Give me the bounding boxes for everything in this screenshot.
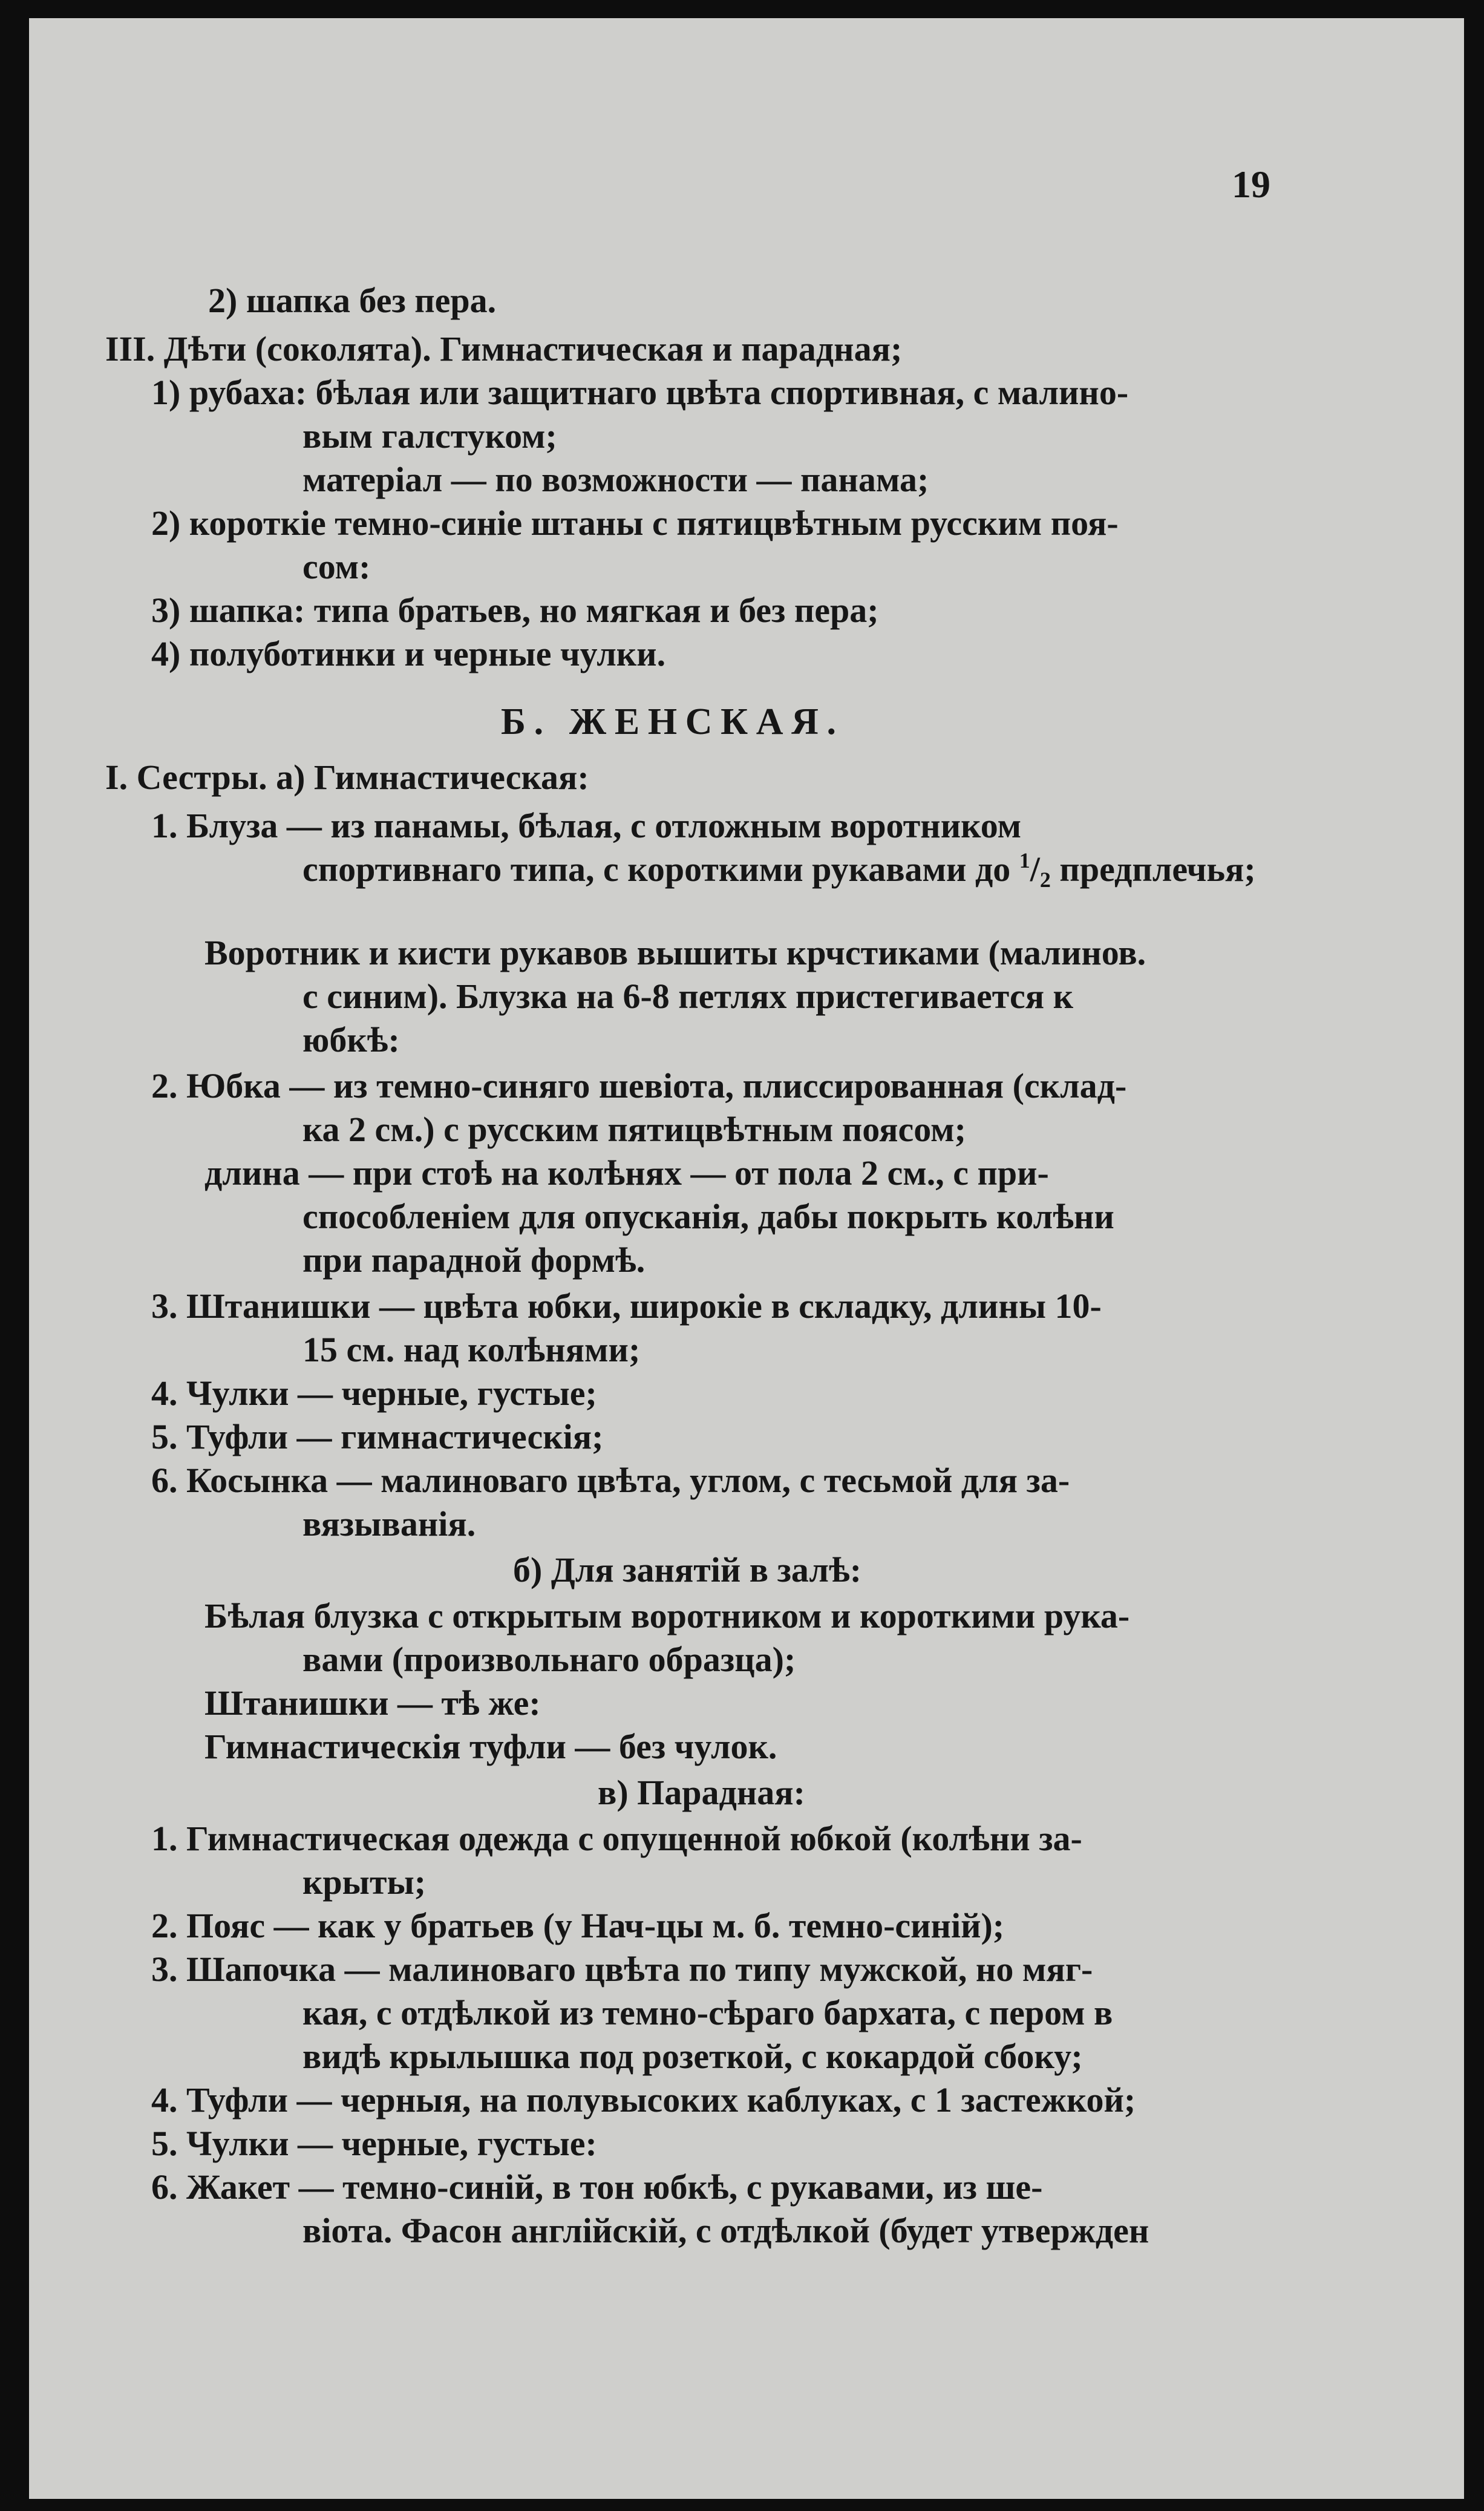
text-line: 2. Юбка — из темно-синяго шевіота, плиссированная (склад- [151, 1066, 1127, 1105]
text-line: ка 2 см.) с русским пятицвѣтным поясом; [302, 1110, 966, 1149]
text-line: 1) рубаха: бѣлая или защитнаго цвѣта спортивная, с малино- [151, 373, 1129, 412]
text-line: 6. Жакет — темно-синій, в тон юбкѣ, с рукавами, из ше- [151, 2167, 1043, 2207]
text-line: III. Дѣти (соколята). Гимнастическая и парадная; [105, 329, 903, 368]
fraction: $^1$/2 [1019, 848, 1051, 892]
text-line: вым галстуком; [302, 416, 557, 456]
text-line: вами (произвольнаго образца); [302, 1640, 796, 1679]
text-line: при парадной формѣ. [302, 1240, 646, 1280]
text-line: способленіем для опусканія, дабы покрыть колѣни [302, 1197, 1114, 1236]
text-line: 15 см. над колѣнями; [302, 1330, 641, 1369]
text-line: 3. Шапочка — малиноваго цвѣта по типу мужской, но мяг- [151, 1950, 1093, 1989]
text-line: I. Сестры. а) Гимнастическая: [105, 758, 589, 797]
text-line: Гимнастическія туфли — без чулок. [204, 1727, 777, 1766]
text-line: 2) короткіе темно-синіе штаны с пятицвѣтным русским поя- [151, 503, 1119, 543]
text-line: 1. Блуза — из панамы, бѣлая, с отложным воротником [151, 806, 1022, 845]
page-text [29, 18, 1464, 2499]
text-line: кая, с отдѣлкой из темно-сѣраго бархата, с пером в [302, 1993, 1113, 2032]
text-line: 2. Пояс — как у братьев (у Нач-цы м. б. темно-синій); [151, 1906, 1005, 1945]
text-line: 5. Чулки — черные, густые: [151, 2124, 597, 2163]
text-line: 3) шапка: типа братьев, но мягкая и без пера; [151, 591, 879, 630]
text-line: 1. Гимнастическая одежда с опущенной юбкой (колѣни за- [151, 1819, 1082, 1858]
text-line: матеріал — по возможности — панама; [302, 460, 929, 499]
text-line: 4. Чулки — черные, густые; [151, 1373, 597, 1413]
text-line: 5. Туфли — гимнастическія; [151, 1417, 604, 1456]
subsection-heading: б) Для занятій в залѣ: [513, 1550, 862, 1589]
fraction-numerator: 1 [1019, 848, 1030, 872]
text-line: крыты; [302, 1862, 427, 1902]
text-line: длина — при стоѣ на колѣнях — от пола 2 см., с при- [204, 1153, 1049, 1193]
text-fragment: предплечья; [1059, 850, 1256, 889]
text-line: віота. Фасон англійскій, с отдѣлкой (будет утвержден [302, 2211, 1149, 2250]
text-line: 4. Туфли — черныя, на полувысоких каблуках, с 1 застежкой; [151, 2080, 1136, 2120]
text-line [302, 848, 1256, 895]
subsection-heading: в) Парадная: [598, 1773, 805, 1812]
text-line: 2) шапка без пера. [208, 281, 497, 320]
text-line: сом: [302, 547, 371, 586]
text-line: с синим). Блузка на 6-8 петлях пристегивается к [302, 977, 1074, 1016]
text-line: Штанишки — тѣ же: [204, 1683, 541, 1723]
fraction-denominator: 2 [1039, 868, 1051, 892]
text-fragment: спортивнаго типа, с короткими рукавами до [302, 850, 1011, 889]
text-line: Воротник и кисти рукавов вышиты крчстиками (малинов. [204, 933, 1146, 972]
text-line: видѣ крылышка под розеткой, с кокардой сбоку; [302, 2037, 1083, 2076]
text-line: 4) полуботинки и черные чулки. [151, 634, 666, 673]
text-line: 3. Штанишки — цвѣта юбки, широкіе в складку, длины 10- [151, 1286, 1102, 1326]
text-line: вязыванія. [302, 1504, 476, 1544]
book-page [29, 18, 1464, 2499]
text-line: 6. Косынка — малиноваго цвѣта, углом, с тесьмой для за- [151, 1461, 1070, 1500]
page-number: 19 [1232, 163, 1270, 206]
text-line: Бѣлая блузка с открытым воротником и короткими рука- [204, 1596, 1130, 1635]
text-line: юбкѣ: [302, 1020, 400, 1059]
section-heading: Б. ЖЕНСКАЯ. [501, 701, 845, 742]
